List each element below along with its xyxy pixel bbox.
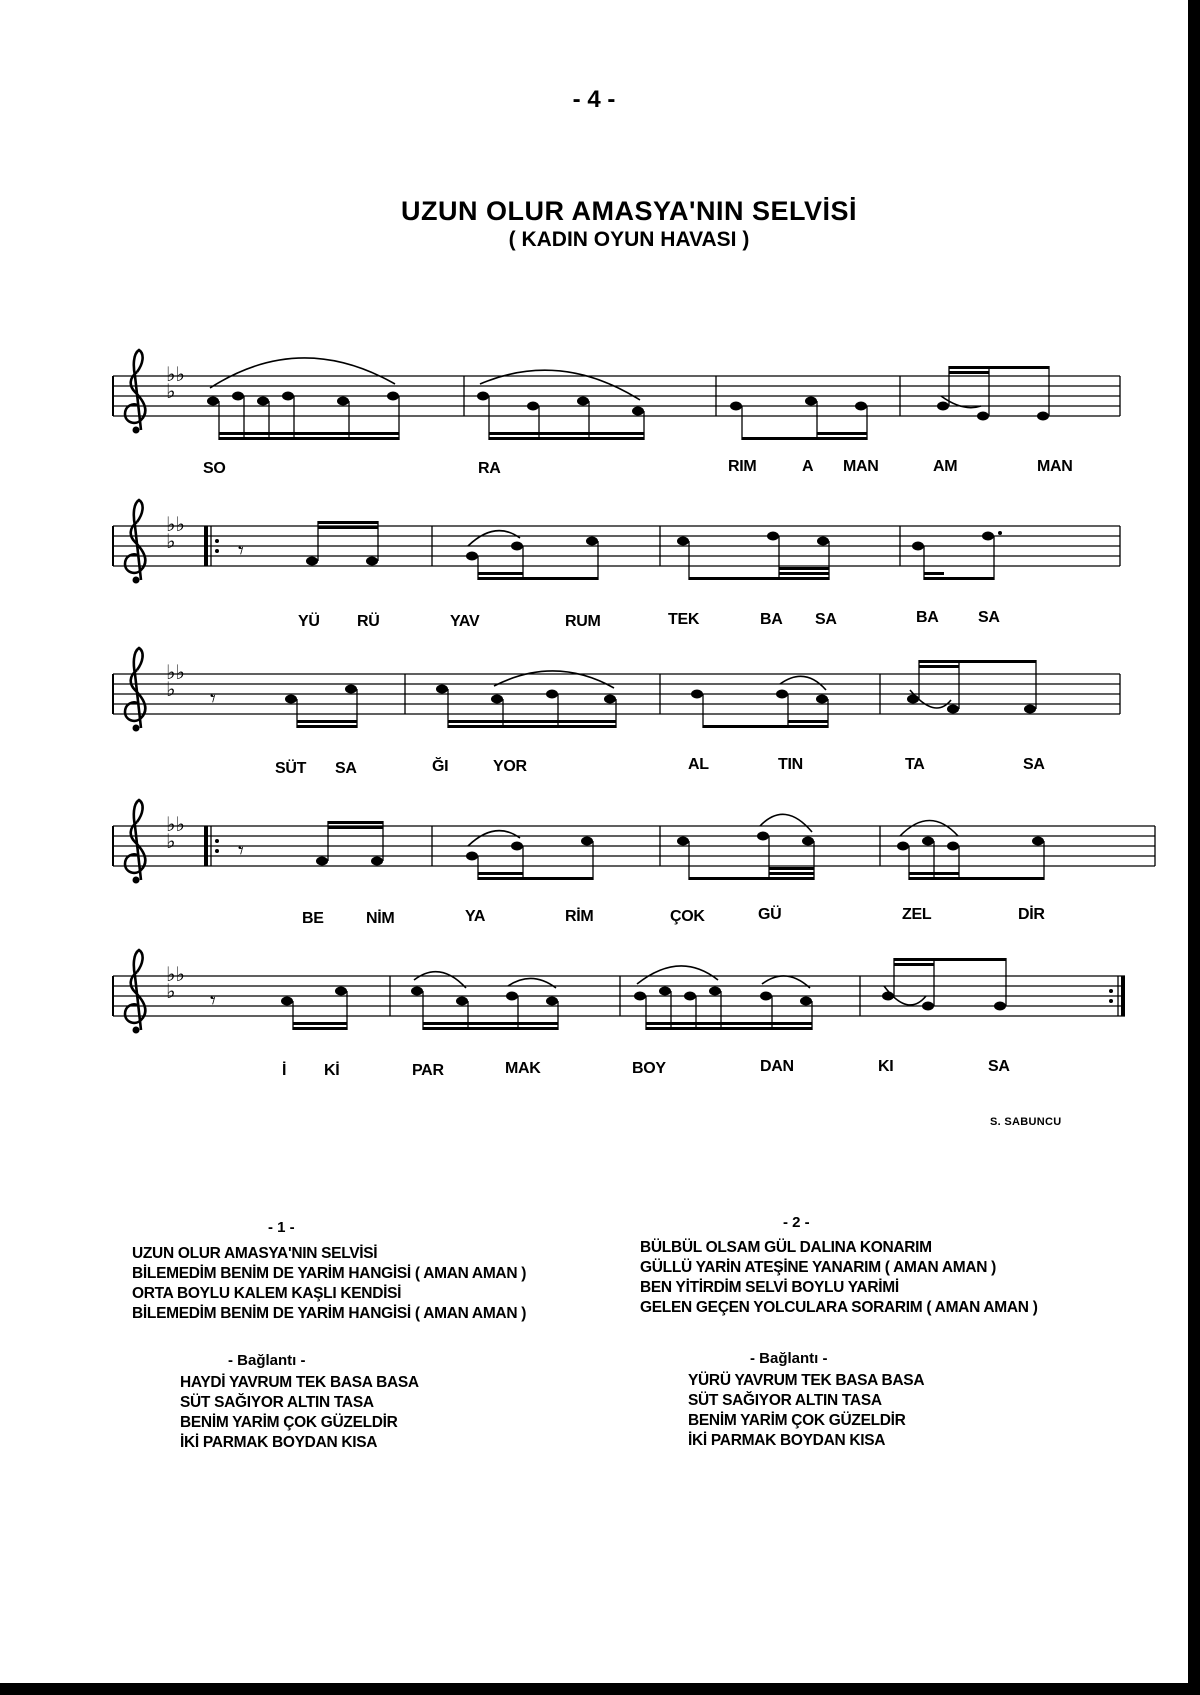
treble-clef-icon	[125, 950, 145, 1034]
lyric-syllable: TIN	[778, 756, 803, 773]
page-bottom-border	[0, 1683, 1200, 1695]
lyric-syllable: RA	[478, 460, 501, 477]
lyric-syllable: BE	[302, 910, 324, 927]
lyric-syllable: BA	[760, 611, 783, 628]
verse-1-lines	[132, 1244, 526, 1324]
lyric-syllable: RÜ	[357, 613, 380, 630]
lyric-syllable: AM	[933, 458, 958, 475]
flat-icon: ♭♭	[166, 512, 185, 536]
staff-system-4	[113, 800, 1155, 884]
lyric-syllable: SA	[1023, 756, 1045, 773]
lyric-syllable: GÜ	[758, 906, 782, 923]
verse-line: ORTA BOYLU KALEM KAŞLI KENDİSİ	[132, 1285, 402, 1302]
verse-line: BEN YİTİRDİM SELVİ BOYLU YARİMİ	[640, 1279, 899, 1296]
eighth-rest-icon: 𝄾	[210, 687, 216, 712]
lyric-syllable: SA	[335, 760, 357, 777]
page-right-border	[1188, 0, 1200, 1695]
verse-line: BİLEMEDİM BENİM DE YARİM HANGİSİ ( AMAN AMAN )	[132, 1265, 527, 1282]
treble-clef-icon	[125, 648, 145, 732]
staff-system-2	[113, 500, 1120, 584]
verse-1-number: - 1 -	[268, 1219, 295, 1236]
page-number: - 4 -	[572, 86, 616, 113]
lyric-syllable: YÜ	[298, 613, 320, 630]
eighth-rest-icon: 𝄾	[238, 839, 244, 864]
composer-credit: S. SABUNCU	[990, 1116, 1062, 1128]
eighth-rest-icon: 𝄾	[238, 539, 244, 564]
verse-line: UZUN OLUR AMASYA'NIN SELVİSİ	[132, 1245, 378, 1262]
staff-system-1	[113, 350, 1120, 440]
verse-2-number: - 2 -	[783, 1214, 810, 1231]
lyric-syllable: NİM	[366, 910, 395, 927]
lyric-syllable: ÇOK	[670, 908, 705, 925]
verse-line: BÜLBÜL OLSAM GÜL DALINA KONARIM	[640, 1239, 932, 1256]
lyric-syllable: KI	[878, 1058, 894, 1075]
lyric-syllable: BA	[916, 609, 939, 626]
verse-2-baglanti-lines	[688, 1371, 924, 1451]
flat-icon: ♭	[166, 379, 176, 403]
lyric-syllable: DİR	[1018, 906, 1045, 923]
verse-1-baglanti-lines	[180, 1373, 419, 1453]
lyric-syllable: BOY	[632, 1060, 666, 1077]
staff-system-5	[113, 950, 1125, 1034]
baglanti-line: İKİ PARMAK BOYDAN KISA	[688, 1432, 886, 1449]
lyric-syllable: MAN	[843, 458, 879, 475]
lyric-syllable: A	[802, 458, 814, 475]
baglanti-line: SÜT SAĞIYOR ALTIN TASA	[180, 1394, 374, 1411]
lyric-syllable: RUM	[565, 613, 601, 630]
lyric-syllable: RIM	[728, 458, 757, 475]
verse-line: GÜLLÜ YARİN ATEŞİNE YANARIM ( AMAN AMAN )	[640, 1259, 996, 1276]
baglanti-line: İKİ PARMAK BOYDAN KISA	[180, 1434, 378, 1451]
lyric-syllable: TA	[905, 756, 925, 773]
treble-clef-icon	[125, 500, 145, 584]
baglanti-line: SÜT SAĞIYOR ALTIN TASA	[688, 1392, 882, 1409]
lyric-syllable: SA	[988, 1058, 1010, 1075]
eighth-rest-icon: 𝄾	[210, 989, 216, 1014]
lyric-syllable: YOR	[493, 758, 527, 775]
verse-line: BİLEMEDİM BENİM DE YARİM HANGİSİ ( AMAN AMAN )	[132, 1305, 527, 1322]
lyric-syllable: YA	[465, 908, 486, 925]
song-title: UZUN OLUR AMASYA'NIN SELVİSİ	[401, 196, 857, 226]
verse-2-lines	[640, 1238, 1038, 1318]
lyric-syllable: SA	[978, 609, 1000, 626]
flat-icon: ♭	[166, 529, 176, 553]
verse-2-baglanti-title: - Bağlantı -	[750, 1350, 828, 1367]
lyric-syllable: PAR	[412, 1062, 444, 1079]
staff-system-3	[113, 648, 1120, 732]
lyric-syllable: AL	[688, 756, 709, 773]
lyric-syllable: ZEL	[902, 906, 932, 923]
lyric-syllable: Kİ	[324, 1062, 340, 1079]
lyric-syllable: RİM	[565, 908, 594, 925]
treble-clef-icon	[125, 800, 145, 884]
lyric-syllable: DAN	[760, 1058, 794, 1075]
flat-icon: ♭	[166, 979, 176, 1003]
lyric-syllable: İ	[282, 1062, 287, 1079]
flat-icon: ♭	[166, 677, 176, 701]
baglanti-line: BENİM YARİM ÇOK GÜZELDİR	[180, 1414, 398, 1431]
baglanti-line: HAYDİ YAVRUM TEK BASA BASA	[180, 1374, 419, 1391]
flat-icon: ♭♭	[166, 962, 185, 986]
lyric-syllable: YAV	[450, 613, 480, 630]
lyric-syllable: MAN	[1037, 458, 1073, 475]
flat-icon: ♭♭	[166, 660, 185, 684]
flat-icon: ♭♭	[166, 812, 185, 836]
song-subtitle: ( KADIN OYUN HAVASI )	[508, 228, 750, 251]
lyric-syllable: MAK	[505, 1060, 541, 1077]
lyric-syllable: SA	[815, 611, 837, 628]
verse-line: GELEN GEÇEN YOLCULARA SORARIM ( AMAN AMAN )	[640, 1299, 1038, 1316]
flat-icon: ♭♭	[166, 362, 185, 386]
flat-icon: ♭	[166, 829, 176, 853]
lyric-syllable: SO	[203, 460, 226, 477]
lyric-syllable: TEK	[668, 611, 700, 628]
lyric-syllable: ĞI	[432, 758, 449, 775]
verse-1-baglanti-title: - Bağlantı -	[228, 1352, 306, 1369]
lyric-syllable: SÜT	[275, 760, 307, 777]
baglanti-line: BENİM YARİM ÇOK GÜZELDİR	[688, 1412, 906, 1429]
treble-clef-icon	[125, 350, 145, 434]
baglanti-line: YÜRÜ YAVRUM TEK BASA BASA	[688, 1372, 925, 1389]
